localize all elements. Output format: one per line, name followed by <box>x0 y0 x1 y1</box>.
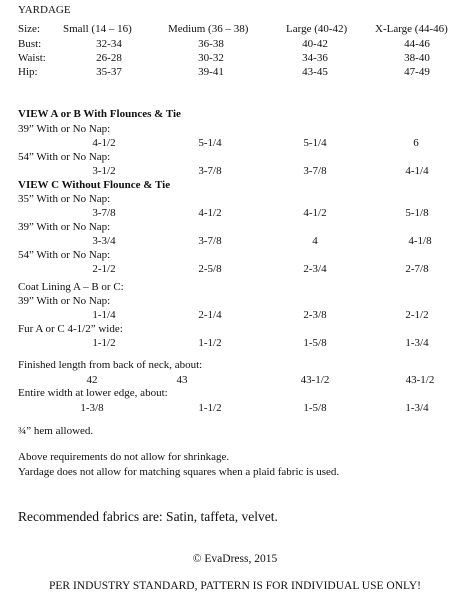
view-c-35-medium: 4-1/2 <box>198 207 222 219</box>
waist-xlarge: 38-40 <box>404 52 430 64</box>
coat-lining-medium: 2-1/4 <box>198 309 222 321</box>
view-c-54-xlarge: 2-7/8 <box>405 263 429 275</box>
fur-small: 1-1/2 <box>92 337 116 349</box>
view-ab-54-label: 54” With or No Nap: <box>18 151 111 163</box>
coat-lining-39-label: 39” With or No Nap: <box>18 295 111 307</box>
view-c-35-label: 35” With or No Nap: <box>18 193 111 205</box>
fur-xlarge: 1-3/4 <box>405 337 429 349</box>
bust-medium: 36-38 <box>198 38 224 50</box>
shrinkage-note: Above requirements do not allow for shrinkage. <box>18 451 230 463</box>
view-ab-54-small: 3-1/2 <box>92 165 116 177</box>
view-c-35-small: 3-7/8 <box>92 207 116 219</box>
plaid-note: Yardage does not allow for matching squares when a plaid fabric is used. <box>18 466 340 478</box>
finished-length-medium: 43 <box>176 374 188 386</box>
view-c-54-medium: 2-5/8 <box>198 263 222 275</box>
waist-label: Waist: <box>18 52 46 64</box>
view-ab-54-medium: 3-7/8 <box>198 165 222 177</box>
view-ab-39-medium: 5-1/4 <box>198 137 222 149</box>
view-c-39-medium: 3-7/8 <box>198 235 222 247</box>
finished-length-xlarge: 43-1/2 <box>405 374 435 386</box>
fur-large: 1-5/8 <box>303 337 327 349</box>
view-ab-39-label: 39” With or No Nap: <box>18 123 111 135</box>
finished-length-small: 42 <box>86 374 98 386</box>
size-xlarge: X-Large (44-46) <box>375 23 448 35</box>
hem-note: ¾” hem allowed. <box>18 425 94 437</box>
view-c-39-label: 39” With or No Nap: <box>18 221 111 233</box>
waist-medium: 30-32 <box>198 52 224 64</box>
copyright: © EvaDress, 2015 <box>192 553 278 565</box>
waist-large: 34-36 <box>302 52 328 64</box>
view-ab-54-large: 3-7/8 <box>303 165 327 177</box>
bust-small: 32-34 <box>96 38 122 50</box>
usage-footer: PER INDUSTRY STANDARD, PATTERN IS FOR INDIVIDUAL USE ONLY! <box>48 580 422 592</box>
view-ab-39-xlarge: 6 <box>413 137 419 149</box>
view-c-35-xlarge: 5-1/8 <box>405 207 429 219</box>
size-label: Size: <box>18 23 40 35</box>
view-c-39-large: 4 <box>312 235 318 247</box>
waist-small: 26-28 <box>96 52 122 64</box>
coat-lining-small: 1-1/4 <box>92 309 116 321</box>
entire-width-label: Entire width at lower edge, about: <box>18 387 168 399</box>
view-c-39-small: 3-3/4 <box>92 235 116 247</box>
finished-length-large: 43-1/2 <box>300 374 330 386</box>
coat-lining-large: 2-3/8 <box>303 309 327 321</box>
hip-small: 35-37 <box>96 66 122 78</box>
size-medium: Medium (36 – 38) <box>168 23 249 35</box>
recommended-fabrics: Recommended fabrics are: Satin, taffeta, velvet. <box>18 509 278 524</box>
entire-width-small: 1-3/8 <box>80 402 104 414</box>
bust-large: 40-42 <box>302 38 328 50</box>
view-c-39-xlarge: 4-1/8 <box>408 235 432 247</box>
yardage-title: YARDAGE <box>18 4 71 16</box>
fur-medium: 1-1/2 <box>198 337 222 349</box>
view-ab-39-large: 5-1/4 <box>303 137 327 149</box>
hip-xlarge: 47-49 <box>404 66 430 78</box>
entire-width-medium: 1-1/2 <box>198 402 222 414</box>
size-large: Large (40-42) <box>286 23 348 35</box>
coat-lining-label: Coat Lining A – B or C: <box>18 281 124 293</box>
size-small: Small (14 – 16) <box>63 23 132 35</box>
view-c-35-large: 4-1/2 <box>303 207 327 219</box>
view-ab-39-small: 4-1/2 <box>92 137 116 149</box>
entire-width-large: 1-5/8 <box>303 402 327 414</box>
hip-label: Hip: <box>18 66 38 78</box>
entire-width-xlarge: 1-3/4 <box>405 402 429 414</box>
view-c-54-small: 2-1/2 <box>92 263 116 275</box>
fur-label: Fur A or C 4-1/2” wide: <box>18 323 123 335</box>
coat-lining-xlarge: 2-1/2 <box>405 309 429 321</box>
view-c-54-large: 2-3/4 <box>303 263 327 275</box>
hip-large: 43-45 <box>302 66 328 78</box>
view-c-54-label: 54” With or No Nap: <box>18 249 111 261</box>
hip-medium: 39-41 <box>198 66 224 78</box>
bust-label: Bust: <box>18 38 42 50</box>
view-c-heading: VIEW C Without Flounce & Tie <box>18 179 171 191</box>
bust-xlarge: 44-46 <box>404 38 430 50</box>
finished-length-label: Finished length from back of neck, about: <box>18 359 203 371</box>
view-ab-54-xlarge: 4-1/4 <box>405 165 429 177</box>
view-ab-heading: VIEW A or B With Flounces & Tie <box>18 108 181 120</box>
